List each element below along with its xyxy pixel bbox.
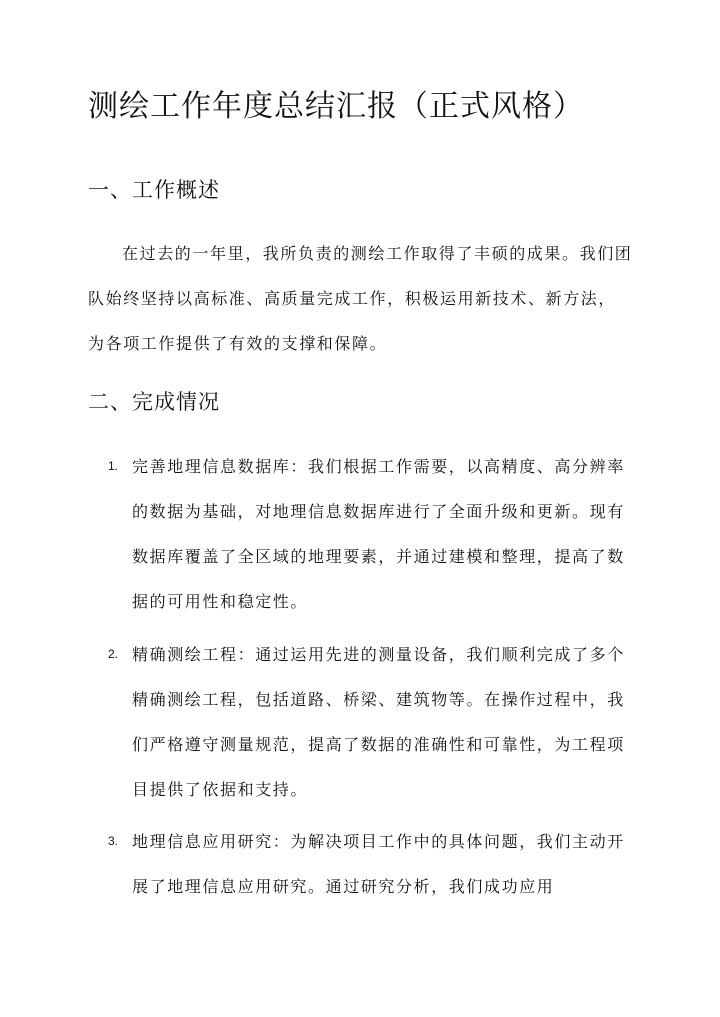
document-title: 测绘工作年度总结汇报（正式风格） xyxy=(88,89,584,124)
list-item-text: 完善地理信息数据库：我们根据工作需要，以高精度、高分辨率的数据为基础，对地理信息数据库进行了全面升级和更新。现有数据库覆盖了全区域的地理要素，并通过建模和整理，提高了数据的可用性和稳定性。 xyxy=(132,457,625,611)
list-item-number: 1. xyxy=(108,459,119,473)
list-item-text: 精确测绘工程：通过运用先进的测量设备，我们顺利完成了多个精确测绘工程，包括道路、桥梁、建筑物等。在操作过程中，我们严格遵守测量规范，提高了数据的准确性和可靠性，为工程项目提供了依据和支持。 xyxy=(132,645,625,799)
overview-paragraph: 在过去的一年里，我所负责的测绘工作取得了丰硕的成果。我们团队始终坚持以高标准、高质量完成工作，积极运用新技术、新方法，为各项工作提供了有效的支撑和保障。 xyxy=(88,244,633,353)
list-item-text: 地理信息应用研究：为解决项目工作中的具体问题，我们主动开展了地理信息应用研究。通过研究分析，我们成功应用 xyxy=(132,832,625,896)
section-heading-overview: 一、工作概述 xyxy=(88,178,220,202)
list-item-number: 3. xyxy=(108,834,119,848)
section-heading-completion: 二、完成情况 xyxy=(88,390,220,414)
list-item-number: 2. xyxy=(108,647,119,661)
